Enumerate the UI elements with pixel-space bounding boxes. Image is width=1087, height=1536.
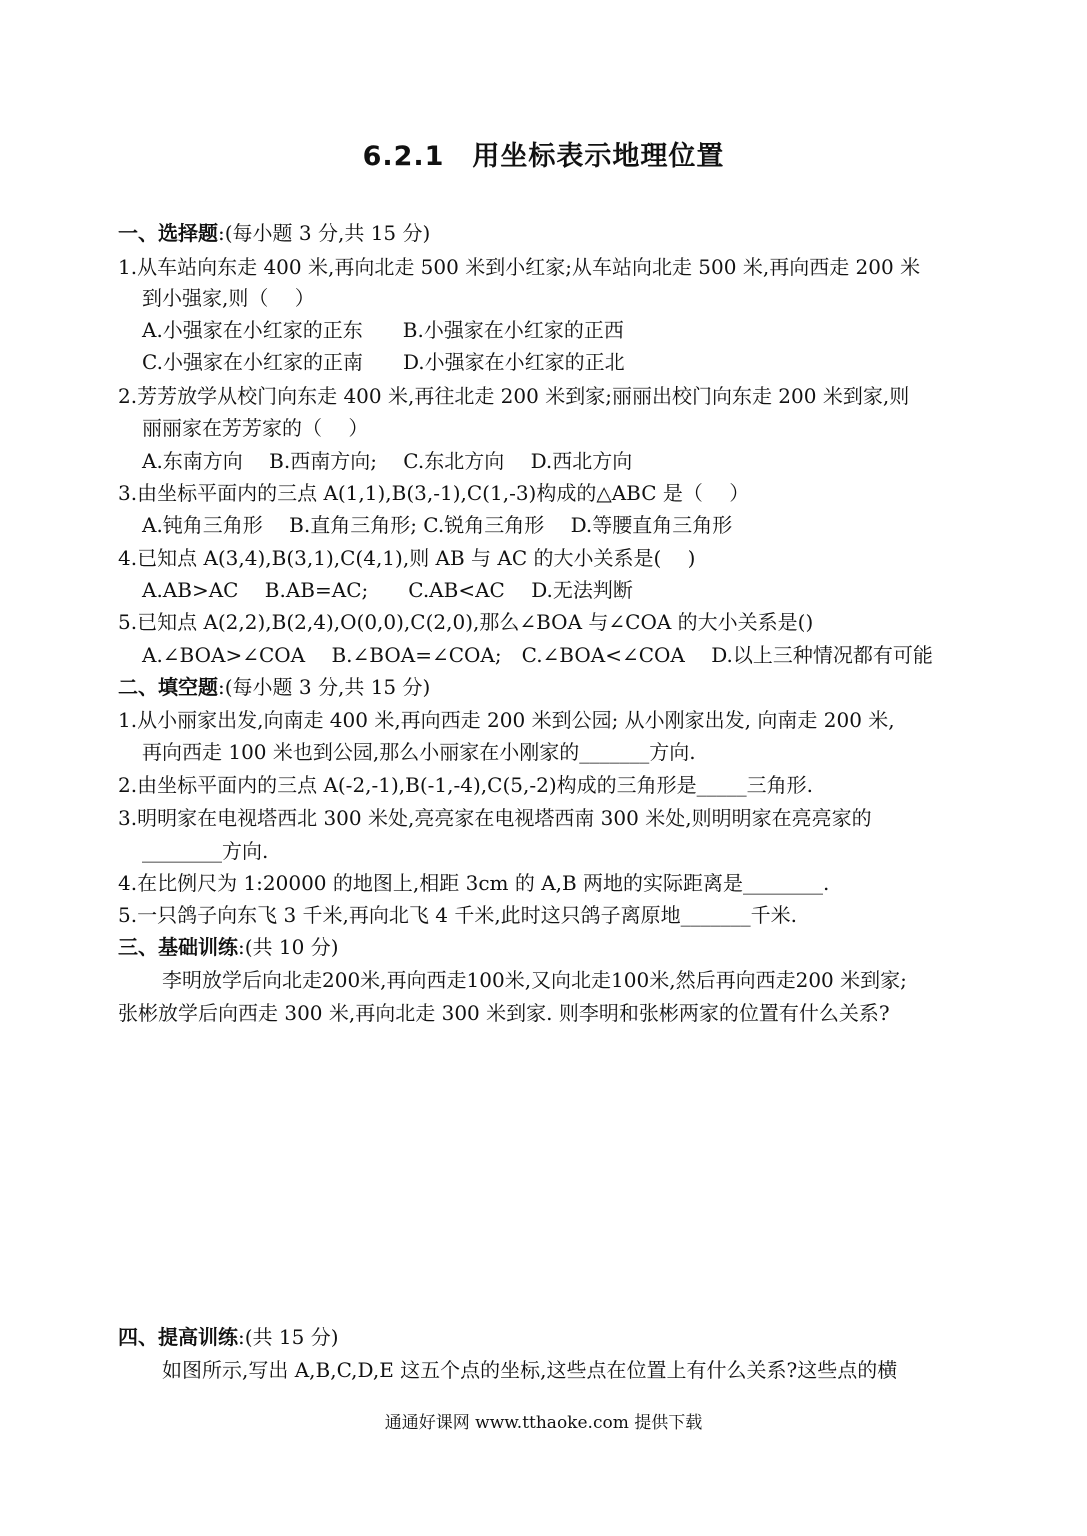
q1-1: 1.从车站向东走 400 米,再向北走 500 米到小红家;从车站向北走 500 米,再向西走 200 米 xyxy=(118,255,921,279)
s3-paragraph-line-1: 李明放学后向北走200米,再向西走100米,又向北走100米,然后再向西走200 米到家; xyxy=(162,968,907,992)
q1-2-options: A.东南方向 B.西南方向; C.东北方向 D.西北方向 xyxy=(142,449,633,473)
section-1-title: 一、选择题 xyxy=(118,221,218,245)
s4-paragraph-line-1: 如图所示,写出 A,B,C,D,E 这五个点的坐标,这些点在位置上有什么关系?这些点的横 xyxy=(162,1358,898,1382)
q1-2: 2.芳芳放学从校门向东走 400 米,再往北走 200 米到家;丽丽出校门向东走 200 米到家,则 xyxy=(118,384,910,408)
q1-1-cont: 到小强家,则（ ） xyxy=(142,286,315,310)
q1-4-options: A.AB>AC B.AB=AC; C.AB<AC D.无法判断 xyxy=(142,578,633,602)
q1-1-options-ab: A.小强家在小红家的正东 B.小强家在小红家的正西 xyxy=(142,318,624,342)
section-4-title: 四、提高训练 xyxy=(118,1325,238,1349)
q2-5: 5.一只鸽子向东飞 3 千米,再向北飞 4 千米,此时这只鸽子离原地_______千米. xyxy=(118,903,798,927)
page-title: 6.2.1 用坐标表示地理位置 xyxy=(362,141,725,172)
q2-3-cont: ________方向. xyxy=(142,839,269,863)
q2-2: 2.由坐标平面内的三点 A(-2,-1),B(-1,-4),C(5,-2)构成的三角形是_____三角形. xyxy=(118,773,813,797)
q1-3-options: A.钝角三角形 B.直角三角形; C.锐角三角形 D.等腰直角三角形 xyxy=(142,513,733,537)
q2-3: 3.明明家在电视塔西北 300 米处,亮亮家在电视塔西南 300 米处,则明明家在亮亮家的 xyxy=(118,806,872,830)
section-4-heading xyxy=(118,1323,339,1351)
page-footer: 通通好课网 www.tthaoke.com 提供下载 xyxy=(384,1413,703,1433)
q2-1: 1.从小丽家出发,向南走 400 米,再向西走 200 米到公园; 从小刚家出发, 向南走 200 米, xyxy=(118,708,895,732)
q1-1-options-cd: C.小强家在小红家的正南 D.小强家在小红家的正北 xyxy=(142,350,625,374)
section-1-note: :(每小题 3 分,共 15 分) xyxy=(218,221,431,245)
section-2-note: :(每小题 3 分,共 15 分) xyxy=(218,675,431,699)
q1-5-options: A.∠BOA>∠COA B.∠BOA=∠COA; C.∠BOA<∠COA D.以上三种情况都有可能 xyxy=(142,643,933,667)
section-3-note: :(共 10 分) xyxy=(238,935,339,959)
s3-paragraph-line-2: 张彬放学后向西走 300 米,再向北走 300 米到家. 则李明和张彬两家的位置有什么关系? xyxy=(118,1001,890,1025)
q1-2-cont: 丽丽家在芳芳家的（ ） xyxy=(142,416,369,440)
q1-4: 4.已知点 A(3,4),B(3,1),C(4,1),则 AB 与 AC 的大小关系是( ) xyxy=(118,546,696,570)
q1-3: 3.由坐标平面内的三点 A(1,1),B(3,-1),C(1,-3)构成的△ABC 是（ ） xyxy=(118,481,750,505)
section-4-note: :(共 15 分) xyxy=(238,1325,339,1349)
section-2-title: 二、填空题 xyxy=(118,675,218,699)
section-2-heading xyxy=(118,673,430,701)
q1-5: 5.已知点 A(2,2),B(2,4),O(0,0),C(2,0),那么∠BOA 与∠COA 的大小关系是() xyxy=(118,610,814,634)
q2-4: 4.在比例尺为 1:20000 的地图上,相距 3cm 的 A,B 两地的实际距离是________. xyxy=(118,871,830,895)
section-3-heading xyxy=(118,933,339,961)
q2-1-cont: 再向西走 100 米也到公园,那么小丽家在小刚家的_______方向. xyxy=(142,740,696,764)
section-1-heading xyxy=(118,219,430,247)
section-3-title: 三、基础训练 xyxy=(118,935,238,959)
